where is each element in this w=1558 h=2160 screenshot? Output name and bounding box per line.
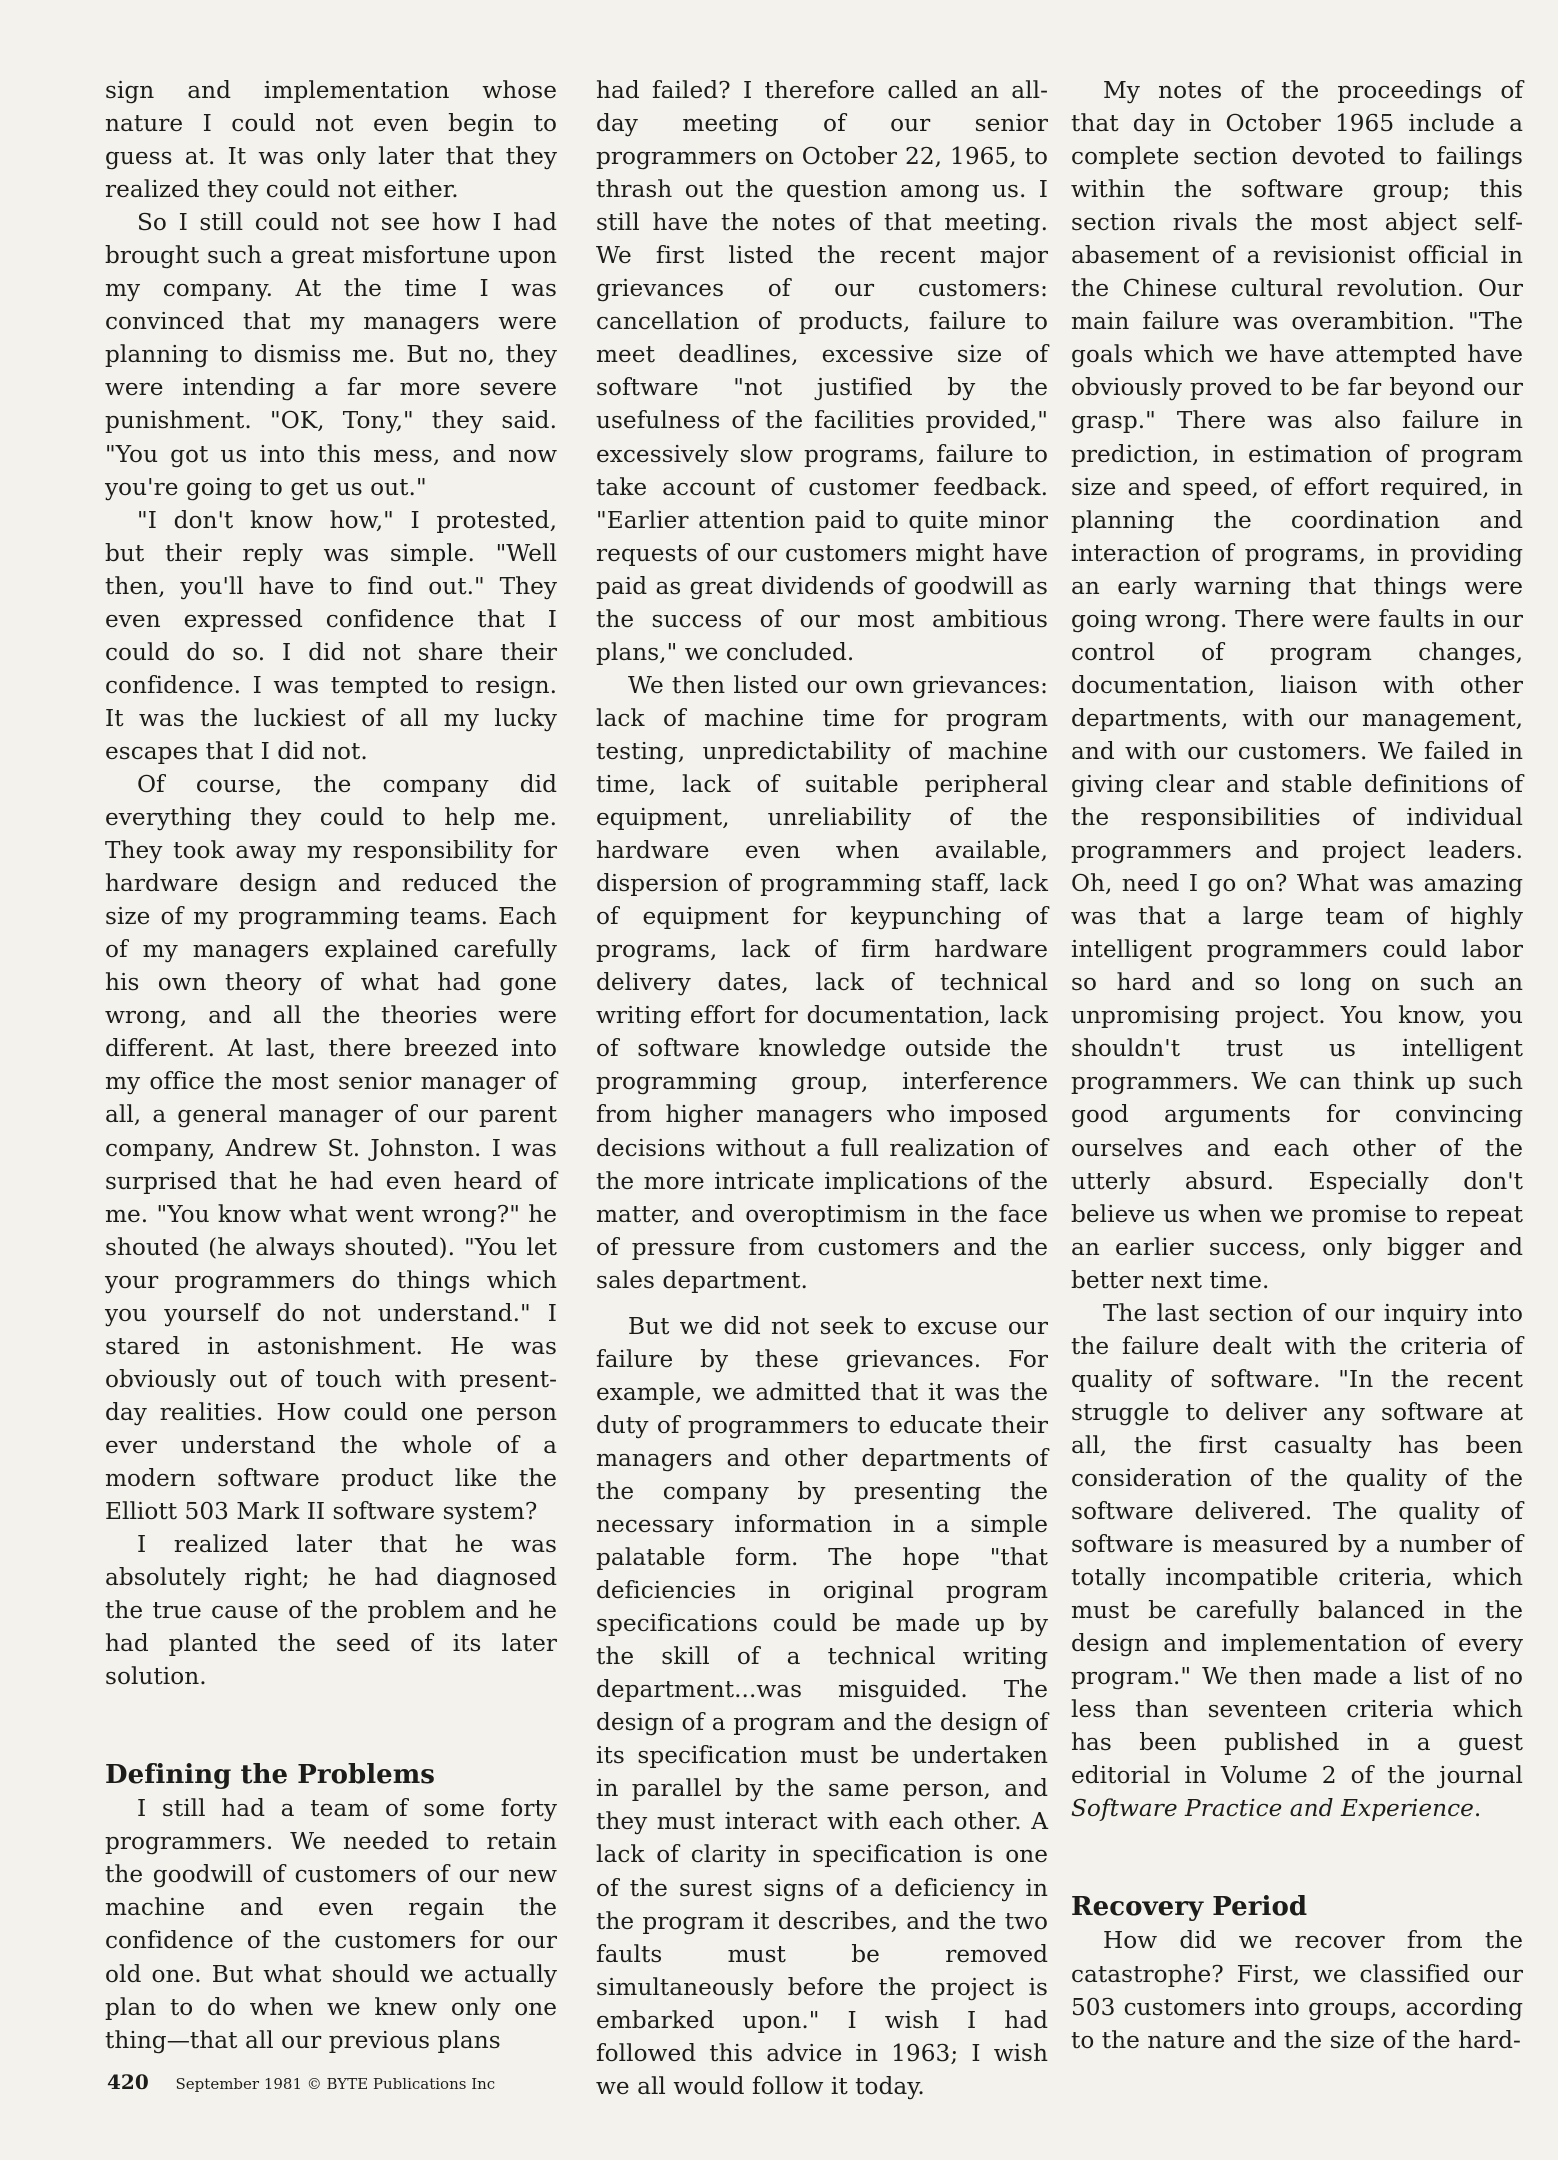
paragraph: Of course, the company did everything they could to help me. They took away my responsibility for hardware design and reduced the size of my programming teams. Each of my managers explained carefully his own theory of what had gone wrong, and all the theories were different. At last, there breezed into my office the most senior manager of all, a general manager of our parent company, Andrew St. Johnston. I was surprised that he had even heard of me. "You know what went wrong?" he shouted (he always shouted). "You let your programmers do things which you yourself do not understand." I stared in astonishment. He was obviously out of touch with present-day realities. How could one person ever understand the whole of a modern software product like the Elliott 503 Mark II software system? [105,770,557,1526]
page-footer [107,2070,495,2094]
paragraph: So I still could not see how I had brought such a great misfortune upon my company. At the time I was convinced that my managers were planning to dismiss me. But no, they were intending a far more severe punishment. "OK, Tony," they said. "You got us into this mess, and now you're going to get us out." [105,209,557,501]
paragraph: How did we recover from the catastrophe? First, we classified our 503 customers into groups, according to the nature and the size of the hard- [1071,1927,1523,2054]
paragraph: sign and implementation whose nature I could not even begin to guess at. It was only later that they realized they could not either. [105,77,557,204]
paragraph [1071,1297,1523,1826]
column-3 [1071,74,1523,2057]
paragraph: I still had a team of some forty programmers. We needed to retain the goodwill of customers of our new machine and even regain the confidence of the customers for our old one. But what should we actually plan to do when we knew only one thing—that all our previous plans [105,1795,557,2054]
section-heading-recovery-period: Recovery Period [1071,1892,1308,1923]
paragraph: "I don't know how," I protested, but their reply was simple. "Well then, you'll have to find out." They even expressed confidence that I could do so. I did not share their confidence. I was tempted to resign. It was the luckiest of all my lucky escapes that I did not. [105,506,557,765]
journal-title: Software Practice and Experience [1071,1795,1474,1823]
column-2 [596,74,1048,2103]
paragraph: had failed? I therefore called an all-day meeting of our senior programmers on October 22, 1965, to thrash out the question among us. I still have the notes of that meeting. We first listed the recent major grievances of our customers: cancellation of products, failure to meet deadlines, excessive size of software "not justified by the usefulness of the facilities provided," excessively slow programs, failure to take account of customer feedback. "Earlier attention paid to quite minor requests of our customers might have paid as great dividends of goodwill as the success of our most ambitious plans," we concluded. [596,77,1048,666]
column-1 [105,74,557,2057]
paragraph: My notes of the proceedings of that day in October 1965 include a complete section devoted to failings within the software group; this section rivals the most abject self-abasement of a revisionist official in the Chinese cultural revolution. Our main failure was overambition. "The goals which we have attempted have obviously proved to be far beyond our grasp." There was also failure in prediction, in estimation of program size and speed, of effort required, in planning the coordination and interaction of programs, in providing an early warning that things were going wrong. There were faults in our control of program changes, documentation, liaison with other departments, with our management, and with our customers. We failed in giving clear and stable definitions of the responsibilities of individual programmers and project leaders. Oh, need I go on? What was amazing was that a large team of highly intelligent programmers could labor so hard and so long on such an unpromising project. You know, you shouldn't trust us intelligent programmers. We can think up such good arguments for convincing ourselves and each other of the utterly absurd. Especially don't believe us when we promise to repeat an earlier success, only bigger and better next time. [1071,77,1523,1294]
paragraph: But we did not seek to excuse our failure by these grievances. For example, we admitted that it was the duty of programmers to educate their managers and other departments of the company by presenting the necessary information in a simple palatable form. The hope "that deficiencies in original program specifications could be made up by the skill of a technical writing department...was misguided. The design of a program and the design of its specification must be undertaken in parallel by the same person, and they must interact with each other. A lack of clarity in specification is one of the surest signs of a deficiency in the program it describes, and the two faults must be removed simultaneously before the project is embarked upon." I wish I had followed this advice in 1963; I wish we all would follow it today. [596,1312,1048,2100]
paragraph-text: The last section of our inquiry into the failure dealt with the criteria of quality of software. "In the recent struggle to deliver any software at all, the first casualty has been consideration of the quality of the software delivered. The quality of software is measured by a number of totally incompatible criteria, which must be carefully balanced in the design and implementation of every program." We then made a list of no less than seventeen criteria which has been published in a guest editorial in Volume 2 of the journal [1071,1299,1523,1790]
paragraph: We then listed our own grievances: lack of machine time for program testing, unpredictability of machine time, lack of suitable peripheral equipment, unreliability of the hardware even when available, dispersion of programming staff, lack of equipment for keypunching of programs, lack of firm hardware delivery dates, lack of technical writing effort for documentation, lack of software knowledge outside the programming group, interference from higher managers who imposed decisions without a full realization of the more intricate implications of the matter, and overoptimism in the face of pressure from customers and the sales department. [596,671,1048,1294]
section-heading-defining-the-problems: Defining the Problems [105,1760,435,1791]
footer-credit: September 1981 © BYTE Publications Inc [175,2075,496,2093]
paragraph-end: . [1473,1795,1482,1823]
paragraph: I realized later that he was absolutely right; he had diagnosed the true cause of the problem and he had planted the seed of its later solution. [105,1531,557,1691]
page-number: 420 [107,2070,149,2094]
